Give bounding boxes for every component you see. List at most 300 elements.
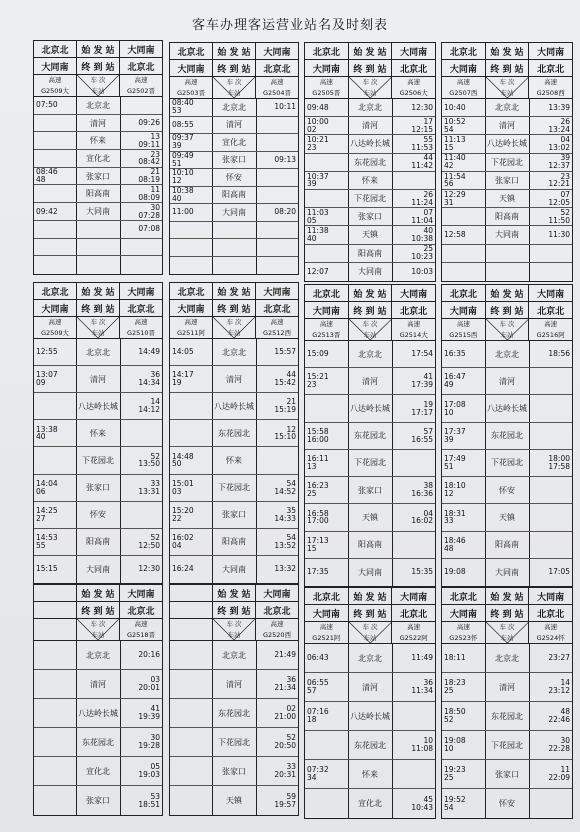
station-label: 车站 — [91, 86, 105, 95]
header-station: 北京北 — [255, 60, 298, 76]
train-number: G2503晋 — [176, 88, 206, 97]
time-value: 17:37 — [444, 427, 466, 436]
station-name: 大同南 — [86, 564, 110, 574]
time-value: 41 — [150, 705, 160, 714]
station-rows — [34, 339, 162, 583]
station-name: 东花园北 — [82, 737, 114, 747]
station-row — [34, 447, 162, 474]
time-value: 15:01 — [172, 479, 194, 488]
station-name: 大同南 — [358, 567, 382, 577]
train-station-corner-cell — [485, 319, 530, 340]
time-value: 40 — [172, 193, 182, 203]
timetable-block-b12 — [441, 587, 573, 819]
time-value: 39 — [307, 179, 317, 189]
time-value: 13:07 — [36, 371, 58, 380]
time-value: 08:42 — [138, 157, 160, 167]
time-value: 12:55 — [36, 348, 58, 356]
train-type-label: 高速 — [544, 623, 558, 631]
header-label: 始 发 站 — [485, 588, 529, 604]
time-value: 14:25 — [36, 506, 58, 515]
time-value: 18:50 — [444, 708, 466, 717]
station-row — [442, 760, 572, 789]
return-times — [256, 348, 298, 356]
departure-times — [34, 208, 76, 216]
return-times — [529, 708, 572, 724]
station-row — [34, 115, 162, 133]
time-value: 10:38 — [172, 186, 194, 195]
station-row — [442, 117, 572, 135]
departure-times — [442, 654, 485, 662]
right-train-cell — [120, 75, 162, 96]
station-rows — [305, 341, 435, 586]
departure-times — [305, 679, 348, 695]
time-value: 23 — [307, 380, 317, 390]
train-type-label: 高速 — [456, 78, 470, 86]
header-label: 终 到 站 — [212, 60, 255, 76]
time-value: 40 — [307, 233, 317, 243]
time-value: 35 — [286, 506, 296, 515]
train-number: G2511阿 — [176, 328, 206, 337]
time-value: 34 — [307, 773, 317, 782]
station-row — [170, 99, 298, 117]
station-row — [305, 190, 435, 208]
time-value: 30 — [560, 737, 570, 746]
return-times — [529, 679, 572, 695]
left-train-cell — [305, 77, 348, 98]
departure-times — [170, 480, 212, 496]
time-value: 12:15 — [411, 124, 433, 134]
header-label: 终 到 站 — [76, 602, 119, 618]
station-name: 天镇 — [362, 512, 378, 522]
time-value: 13:50 — [138, 459, 160, 469]
time-value: 56 — [444, 179, 454, 189]
station-row — [305, 263, 435, 281]
departure-times — [170, 348, 212, 356]
header-row-r1 — [442, 285, 572, 302]
time-value: 55 — [36, 540, 46, 550]
return-times — [120, 565, 162, 573]
station-name: 清河 — [226, 374, 242, 384]
station-row — [170, 786, 298, 815]
timetable-block-b2 — [169, 42, 299, 275]
header-label: 始 发 站 — [348, 588, 392, 604]
station-name: 清河 — [90, 374, 106, 384]
time-value: 12:30 — [411, 103, 433, 112]
time-value: 04 — [172, 540, 182, 550]
station-label: 车站 — [500, 88, 514, 97]
departure-times — [34, 507, 76, 523]
station-name: 大同南 — [222, 207, 246, 217]
header-station: 大同南 — [177, 304, 205, 315]
station-name: 大同南 — [222, 564, 246, 574]
train-station-corner-cell — [485, 77, 530, 98]
train-type-label: 高速 — [134, 76, 148, 84]
departure-times — [305, 568, 348, 576]
departure-times — [442, 231, 485, 239]
time-value: 02 — [307, 124, 317, 134]
departure-times — [34, 426, 76, 442]
train-type-label: 高速 — [184, 318, 198, 326]
time-value: 18:23 — [444, 679, 466, 688]
return-times — [120, 763, 162, 779]
time-value: 21:49 — [274, 651, 296, 659]
time-value: 41 — [423, 373, 433, 382]
train-class-row — [170, 77, 298, 99]
departure-times — [170, 453, 212, 469]
return-times — [529, 568, 572, 576]
train-number: G2505晋 — [312, 88, 341, 97]
timetable-block-b8 — [441, 284, 573, 587]
time-value: 14:49 — [138, 348, 160, 356]
time-value: 10:40 — [444, 103, 466, 112]
time-value: 13:52 — [274, 540, 296, 550]
station-row — [305, 245, 435, 263]
station-name: 大同南 — [358, 267, 382, 277]
time-value: 20:50 — [274, 741, 296, 750]
header-row-r2 — [305, 302, 435, 319]
header-row-r1 — [170, 585, 298, 602]
time-value: 11:00 — [172, 208, 194, 217]
station-row — [34, 529, 162, 556]
station-name: 怀安 — [90, 510, 106, 520]
time-value: 16:23 — [307, 482, 329, 491]
station-rows — [305, 99, 435, 281]
return-times — [256, 793, 298, 809]
station-row — [442, 99, 572, 117]
station-name: 东花园北 — [354, 157, 386, 167]
time-value: 18:51 — [138, 799, 160, 809]
train-type-label: 高速 — [48, 318, 62, 326]
time-value: 22:09 — [548, 773, 570, 782]
departure-times — [170, 565, 212, 573]
time-value: 17:35 — [307, 568, 329, 577]
station-row — [34, 150, 162, 168]
train-class-row — [442, 622, 572, 644]
station-rows — [170, 641, 298, 815]
departure-times — [305, 268, 348, 276]
station-name: 北京北 — [495, 103, 519, 113]
time-value: 09:37 — [172, 134, 194, 143]
station-name: 清河 — [90, 118, 106, 128]
time-value: 13 — [150, 132, 160, 141]
time-value: 44 — [423, 154, 433, 163]
time-value: 16:24 — [172, 565, 194, 574]
time-value: 39 — [172, 141, 182, 151]
train-type-label: 高速 — [134, 620, 148, 628]
departure-times — [442, 173, 485, 189]
time-value: 19 — [423, 400, 433, 409]
station-label: 车站 — [363, 88, 377, 97]
left-train-cell — [170, 317, 212, 338]
station-name: 清河 — [362, 376, 378, 386]
departure-times — [170, 534, 212, 550]
station-name: 北京北 — [358, 653, 382, 663]
header-station: 大同南 — [391, 588, 435, 604]
station-name: 张家口 — [495, 175, 519, 185]
return-times — [256, 734, 298, 750]
timetable-block-b1 — [33, 40, 163, 275]
return-times — [120, 168, 162, 184]
return-times — [392, 209, 435, 225]
time-value: 23:12 — [548, 686, 570, 695]
time-value: 17:49 — [444, 455, 466, 464]
header-label: 终 到 站 — [212, 602, 255, 618]
station-row — [305, 789, 435, 818]
time-value: 15:10 — [274, 432, 296, 442]
header-label: 始 发 站 — [348, 285, 392, 301]
time-value: 17:58 — [548, 461, 570, 471]
header-row-r2 — [442, 302, 572, 319]
departure-times — [305, 173, 348, 189]
station-rows — [442, 644, 572, 818]
station-row — [170, 529, 298, 556]
header-station: 大同南 — [528, 43, 572, 59]
time-value: 17:17 — [411, 407, 433, 417]
timetable-block-b9 — [33, 584, 163, 816]
station-name: 阳高南 — [86, 537, 110, 547]
time-value: 22 — [172, 513, 182, 523]
departure-times — [305, 373, 348, 389]
train-number-label: 车 次 — [499, 623, 515, 631]
station-rows — [34, 97, 162, 274]
return-times — [256, 371, 298, 387]
station-label: 车站 — [227, 630, 241, 639]
time-value: 18:46 — [444, 536, 466, 545]
station-row — [442, 673, 572, 702]
time-value: 09:13 — [274, 155, 296, 164]
return-times — [529, 654, 572, 662]
train-type-label: 高速 — [48, 76, 62, 84]
return-times — [392, 245, 435, 261]
time-value: 13:32 — [274, 565, 296, 574]
time-value: 10:11 — [274, 103, 296, 112]
header-station: 北京北 — [119, 58, 162, 74]
time-value: 36 — [150, 371, 160, 380]
return-times — [120, 151, 162, 167]
departure-times — [442, 118, 485, 134]
train-station-corner-cell — [348, 622, 393, 643]
left-train-cell — [442, 77, 485, 98]
departure-times — [170, 121, 212, 129]
station-row — [34, 728, 162, 757]
time-value: 16:02 — [411, 516, 433, 526]
time-value: 13:38 — [36, 425, 58, 434]
time-value: 08:09 — [138, 192, 160, 202]
departure-times — [305, 350, 348, 358]
time-value: 09:49 — [172, 151, 194, 160]
time-value: 25 — [444, 686, 454, 695]
train-number-label: 车 次 — [362, 623, 378, 631]
time-value: 17:08 — [444, 400, 466, 409]
header-station: 北京北 — [119, 602, 162, 618]
time-value: 05 — [307, 215, 317, 225]
train-station-corner-cell — [76, 75, 120, 96]
station-row — [305, 559, 435, 586]
header-station: 北京北 — [255, 602, 298, 618]
header-row-r1 — [305, 285, 435, 302]
station-row — [170, 204, 298, 222]
station-label: 车站 — [227, 88, 241, 97]
station-row — [34, 670, 162, 699]
time-value: 09:42 — [36, 207, 58, 216]
header-label: 终 到 站 — [348, 60, 392, 76]
right-train-cell — [392, 622, 435, 643]
time-value: 16:35 — [444, 350, 466, 359]
time-value: 23:27 — [548, 654, 570, 662]
header-row-r1 — [442, 43, 572, 60]
station-name: 北京北 — [222, 347, 246, 357]
time-value: 16:11 — [307, 455, 329, 464]
return-times — [392, 373, 435, 389]
header-station — [34, 602, 76, 618]
return-times — [256, 534, 298, 550]
time-value: 15 — [307, 543, 317, 553]
right-train-cell — [392, 77, 435, 98]
train-class-row — [170, 317, 298, 339]
time-value: 12 — [444, 489, 454, 499]
time-value: 12 — [286, 425, 296, 434]
time-value: 03 — [150, 676, 160, 685]
right-train-cell — [120, 317, 162, 338]
return-times — [529, 191, 572, 207]
time-value: 23 — [560, 172, 570, 181]
train-number: G2508西 — [536, 88, 565, 97]
header-station: 大同南 — [312, 64, 340, 75]
header-station: 北京北 — [391, 302, 435, 318]
time-value: 19:23 — [444, 766, 466, 775]
time-value: 11:04 — [411, 215, 433, 225]
station-name: 东花园北 — [354, 740, 386, 750]
return-times — [392, 350, 435, 358]
train-number-label: 车 次 — [226, 318, 242, 326]
return-times — [120, 348, 162, 356]
time-value: 16:00 — [307, 434, 329, 444]
time-value: 18:31 — [444, 509, 466, 518]
time-value: 12:05 — [548, 197, 570, 207]
departure-times — [442, 373, 485, 389]
station-label: 车站 — [91, 630, 105, 639]
station-name: 张家口 — [358, 485, 382, 495]
time-value: 19:03 — [138, 770, 160, 779]
time-value: 14:33 — [274, 513, 296, 523]
time-value: 19:57 — [274, 799, 296, 809]
train-type-label: 高速 — [319, 623, 333, 631]
station-name: 北京北 — [495, 349, 519, 359]
departure-times — [34, 101, 76, 109]
station-name: 天镇 — [362, 230, 378, 240]
station-row — [170, 239, 298, 257]
departure-times — [34, 168, 76, 184]
time-value: 07 — [560, 190, 570, 199]
header-row-r2 — [442, 605, 572, 622]
departure-times — [442, 104, 485, 112]
station-row — [442, 172, 572, 190]
header-row-r2 — [305, 605, 435, 622]
time-value: 54 — [286, 479, 296, 488]
time-value: 09:11 — [138, 139, 160, 149]
return-times — [392, 796, 435, 812]
time-value: 40 — [423, 227, 433, 236]
time-value: 10:00 — [307, 117, 329, 126]
time-value: 20:31 — [274, 770, 296, 779]
train-number: G2507西 — [449, 88, 478, 97]
departure-times — [170, 152, 212, 168]
time-value: 12:50 — [138, 540, 160, 550]
departure-times — [442, 191, 485, 207]
time-value: 23 — [150, 150, 160, 159]
departure-times — [170, 99, 212, 115]
train-number: G2512西 — [262, 328, 292, 337]
time-value: 52 — [560, 208, 570, 217]
right-train-cell — [256, 77, 298, 98]
time-value: 09 — [36, 378, 46, 388]
time-value: 03 — [172, 486, 182, 496]
station-row — [170, 502, 298, 529]
time-value: 54 — [286, 533, 296, 542]
station-row — [34, 786, 162, 815]
time-value: 54 — [444, 802, 454, 812]
train-number: G2513晋 — [312, 330, 341, 339]
time-value: 15:42 — [274, 378, 296, 388]
time-value: 15:21 — [307, 373, 329, 382]
right-train-cell — [120, 619, 162, 640]
time-value: 08:55 — [172, 120, 194, 129]
time-value: 09:26 — [138, 119, 160, 127]
header-station: 北京北 — [391, 60, 435, 76]
header-station — [170, 602, 212, 618]
time-value: 21 — [286, 398, 296, 407]
return-times — [120, 676, 162, 692]
header-row-r1 — [34, 585, 162, 602]
time-value: 06:43 — [307, 654, 329, 662]
departure-times — [305, 136, 348, 152]
return-times — [392, 654, 435, 662]
departure-times — [34, 348, 76, 356]
departure-times — [305, 482, 348, 498]
timetable-block-b7 — [304, 284, 436, 587]
train-class-row — [305, 622, 435, 644]
station-row — [305, 395, 435, 422]
header-station: 大同南 — [528, 588, 572, 604]
header-station: 北京北 — [391, 605, 435, 621]
time-value: 39 — [444, 434, 454, 444]
train-type-label: 高速 — [270, 318, 284, 326]
time-value: 45 — [423, 795, 433, 804]
station-name: 阳高南 — [495, 540, 519, 550]
station-name: 怀来 — [362, 175, 378, 185]
station-name: 张家口 — [86, 171, 110, 181]
header-station: 大同南 — [41, 304, 69, 315]
station-row — [305, 731, 435, 760]
return-times — [529, 455, 572, 471]
header-row-r2 — [305, 60, 435, 77]
time-value: 10:10 — [172, 169, 194, 178]
train-type-label: 高速 — [319, 78, 333, 86]
departure-times — [305, 537, 348, 553]
station-name: 怀来 — [90, 428, 106, 438]
time-value: 10:37 — [307, 172, 329, 181]
station-name: 怀来 — [226, 455, 242, 465]
time-value: 14:17 — [172, 371, 194, 380]
train-number: G2502晋 — [126, 86, 156, 95]
time-value: 08:19 — [138, 175, 160, 185]
time-value: 08:40 — [172, 99, 194, 108]
time-value: 05 — [150, 763, 160, 772]
time-value: 53 — [172, 106, 182, 116]
train-number-label: 车 次 — [90, 620, 106, 628]
departure-times — [305, 227, 348, 243]
header-row-r1 — [34, 41, 162, 58]
